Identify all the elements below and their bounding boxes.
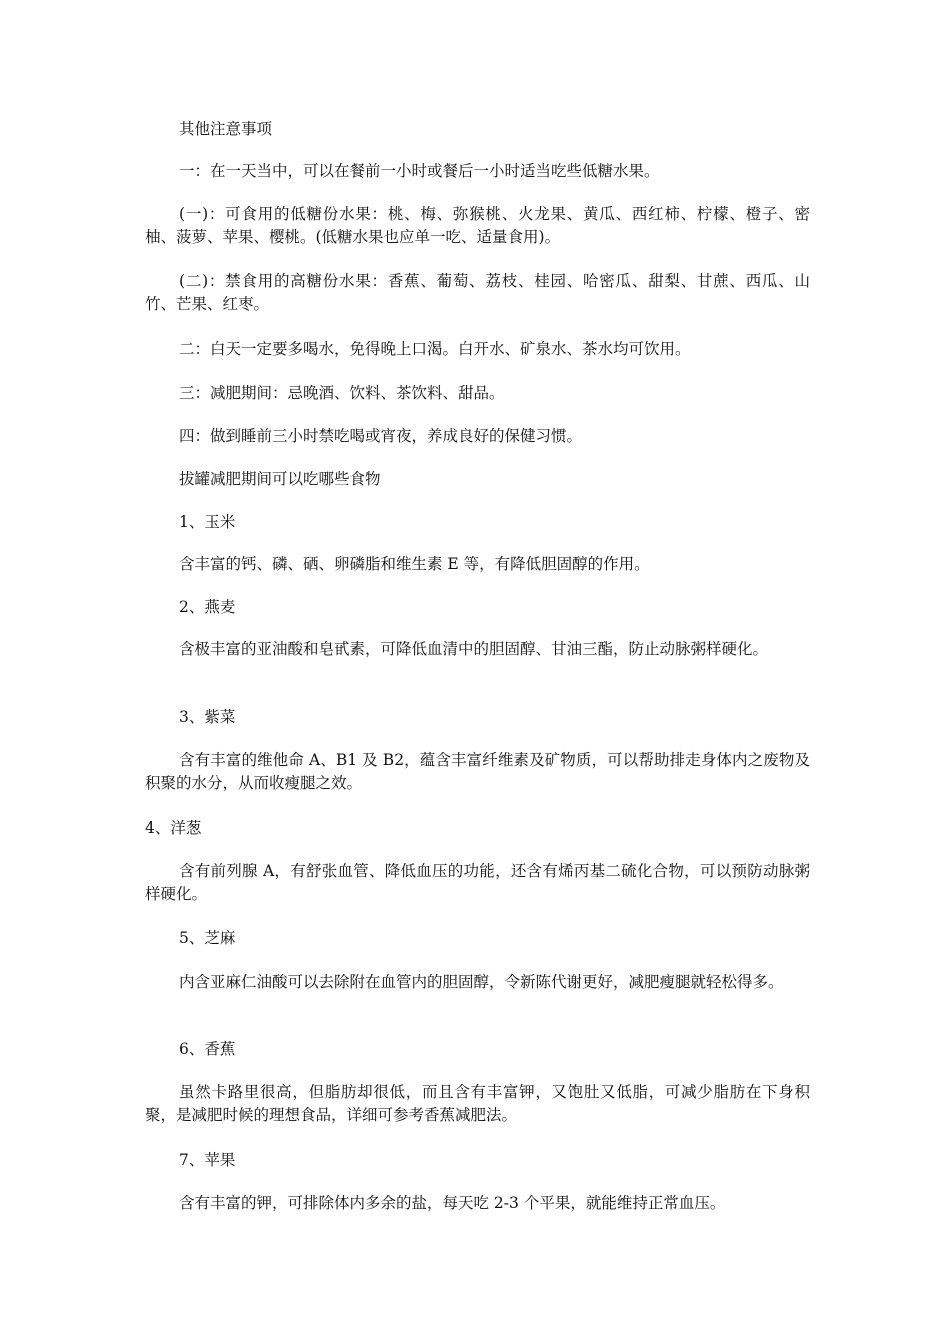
paragraph: 一：在一天当中，可以在餐前一小时或餐后一小时适当吃些低糖水果。 — [179, 162, 660, 180]
item-heading: 4、洋葱 — [145, 819, 202, 837]
paragraph: 含丰富的钙、磷、硒、卵磷脂和维生素 E 等，有降低胆固醇的作用。 — [179, 555, 650, 573]
paragraph: 四：做到睡前三小时禁吃喝或宵夜，养成良好的保健习惯。 — [179, 427, 583, 445]
paragraph: 含有丰富的维他命 A、B1 及 B2，蕴含丰富纤维素及矿物质，可以帮助排走身体内之废物及积聚的水分，从而收瘦腿之效。 — [145, 751, 810, 792]
paragraph: 含有前列腺 A，有舒张血管、降低血压的功能，还含有烯丙基二硫化合物，可以预防动脉粥样硬化。 — [145, 862, 810, 903]
section-heading: 其他注意事项 — [179, 120, 273, 138]
item-heading: 2、燕麦 — [179, 598, 236, 616]
item-heading: 5、芝麻 — [179, 929, 236, 947]
paragraph: 含有丰富的钾，可排除体内多余的盐，每天吃 2-3 个平果，就能维持正常血压。 — [179, 1194, 726, 1212]
paragraph: (二)：禁食用的高糖份水果：香蕉、葡萄、荔枝、桂园、哈密瓜、甜梨、甘蔗、西瓜、山竹、芒果、红枣。 — [145, 272, 810, 313]
item-heading: 3、紫菜 — [179, 708, 236, 726]
paragraph: 二：白天一定要多喝水，免得晚上口渴。白开水、矿泉水、茶水均可饮用。 — [179, 340, 691, 358]
paragraph: 含极丰富的亚油酸和皂甙素，可降低血清中的胆固醇、甘油三酯，防止动脉粥样硬化。 — [179, 640, 769, 658]
paragraph: (一)：可食用的低糖份水果：桃、梅、弥猴桃、火龙果、黄瓜、西红柿、柠檬、橙子、密柚、菠萝、苹果、樱桃。(低糖水果也应单一吃、适量食用)。 — [145, 205, 810, 246]
paragraph: 内含亚麻仁油酸可以去除附在血管内的胆固醇，令新陈代谢更好，减肥瘦腿就轻松得多。 — [179, 973, 784, 991]
section-heading: 拔罐减肥期间可以吃哪些食物 — [179, 470, 381, 488]
item-heading: 7、苹果 — [179, 1151, 236, 1169]
item-heading: 6、香蕉 — [179, 1040, 236, 1058]
paragraph: 虽然卡路里很高，但脂肪却很低，而且含有丰富钾，又饱肚又低脂，可减少脂肪在下身积聚，是减肥时候的理想食品，详细可参考香蕉减肥法。 — [145, 1083, 810, 1124]
item-heading: 1、玉米 — [179, 513, 236, 531]
paragraph: 三：减肥期间：忌晚酒、饮料、茶饮料、甜品。 — [179, 384, 505, 402]
